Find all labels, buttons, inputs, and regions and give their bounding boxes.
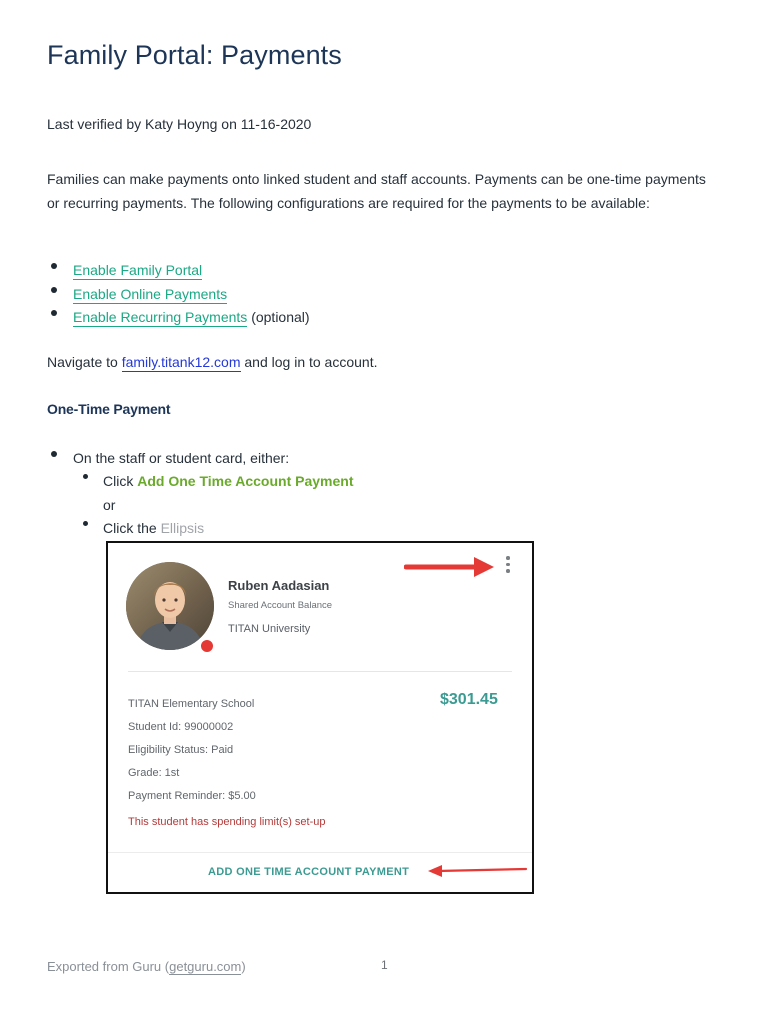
kebab-menu-icon[interactable] bbox=[503, 556, 513, 574]
page-number: 1 bbox=[381, 958, 388, 972]
organization-name: TITAN University bbox=[228, 623, 311, 635]
bullet-icon bbox=[51, 263, 57, 269]
sub-step-prefix: Click bbox=[103, 473, 138, 489]
config-item-online-payments bbox=[47, 283, 310, 307]
sub-step-add-payment bbox=[103, 470, 354, 494]
arrow-icon bbox=[426, 864, 528, 878]
grade: Grade: 1st bbox=[128, 767, 180, 779]
eligibility-status: Eligibility Status: Paid bbox=[128, 744, 234, 756]
card-divider bbox=[128, 671, 512, 672]
or-text: or bbox=[103, 496, 116, 513]
config-item-family-portal bbox=[47, 259, 310, 283]
sub-step-prefix: Click the bbox=[103, 520, 161, 536]
footer-prefix: Exported from Guru ( bbox=[47, 959, 170, 974]
step-card-either bbox=[47, 447, 289, 471]
navigate-prefix: Navigate to bbox=[47, 354, 122, 370]
student-name: Ruben Aadasian bbox=[228, 578, 330, 593]
payment-reminder: Payment Reminder: $5.00 bbox=[128, 790, 256, 802]
account-balance: $301.45 bbox=[440, 691, 498, 708]
spending-limit-note: This student has spending limit(s) set-up bbox=[128, 816, 326, 828]
one-time-payment-heading: One-Time Payment bbox=[47, 401, 171, 417]
student-photo bbox=[126, 562, 214, 650]
sub-step-or bbox=[103, 494, 354, 518]
last-verified-text: Last verified by Katy Hoyng on 11-16-2020 bbox=[47, 116, 312, 132]
navigate-instruction bbox=[47, 354, 378, 370]
arrow-icon bbox=[404, 555, 496, 579]
student-card-screenshot bbox=[106, 541, 534, 894]
bullet-icon bbox=[83, 521, 88, 526]
enable-online-payments-link[interactable]: Enable Online Payments bbox=[73, 285, 228, 302]
step-text: On the staff or student card, either: bbox=[73, 450, 290, 466]
enable-family-portal-link[interactable]: Enable Family Portal bbox=[73, 262, 203, 278]
footer bbox=[47, 959, 246, 974]
guru-link[interactable]: getguru.com bbox=[169, 959, 242, 974]
bullet-icon bbox=[51, 310, 57, 316]
navigate-suffix: and log in to account. bbox=[240, 354, 378, 370]
enable-recurring-payments-link[interactable]: Enable Recurring Payments bbox=[73, 309, 248, 325]
bullet-icon bbox=[83, 474, 88, 479]
add-one-time-payment-highlight: Add One Time Account Payment bbox=[137, 473, 354, 489]
shared-balance-label: Shared Account Balance bbox=[228, 600, 333, 611]
sub-steps-list bbox=[103, 470, 354, 541]
ellipsis-highlight: Ellipsis bbox=[160, 520, 205, 536]
config-item-recurring-payments bbox=[47, 306, 310, 330]
bullet-icon bbox=[51, 451, 57, 457]
configuration-list bbox=[47, 259, 310, 330]
intro-paragraph: Families can make payments onto linked student and staff accounts. Payments can be one-time payments or recurring payments. The following configurations are required for the payments to be available: bbox=[47, 171, 706, 211]
student-details bbox=[128, 693, 256, 808]
add-one-time-payment-button[interactable]: ADD ONE TIME ACCOUNT PAYMENT bbox=[208, 866, 410, 878]
status-dot bbox=[199, 638, 215, 654]
sub-step-ellipsis bbox=[103, 517, 354, 541]
avatar bbox=[126, 562, 214, 650]
student-id: Student Id: 99000002 bbox=[128, 721, 234, 733]
optional-label: (optional) bbox=[247, 309, 310, 325]
bullet-icon bbox=[51, 287, 57, 293]
card-footer-divider bbox=[108, 852, 532, 853]
school-name: TITAN Elementary School bbox=[128, 698, 255, 710]
steps-list bbox=[47, 447, 289, 471]
family-portal-url-link[interactable]: family.titank12.com bbox=[121, 354, 241, 370]
footer-suffix: ) bbox=[241, 959, 246, 974]
page-title: Family Portal: Payments bbox=[47, 40, 342, 70]
